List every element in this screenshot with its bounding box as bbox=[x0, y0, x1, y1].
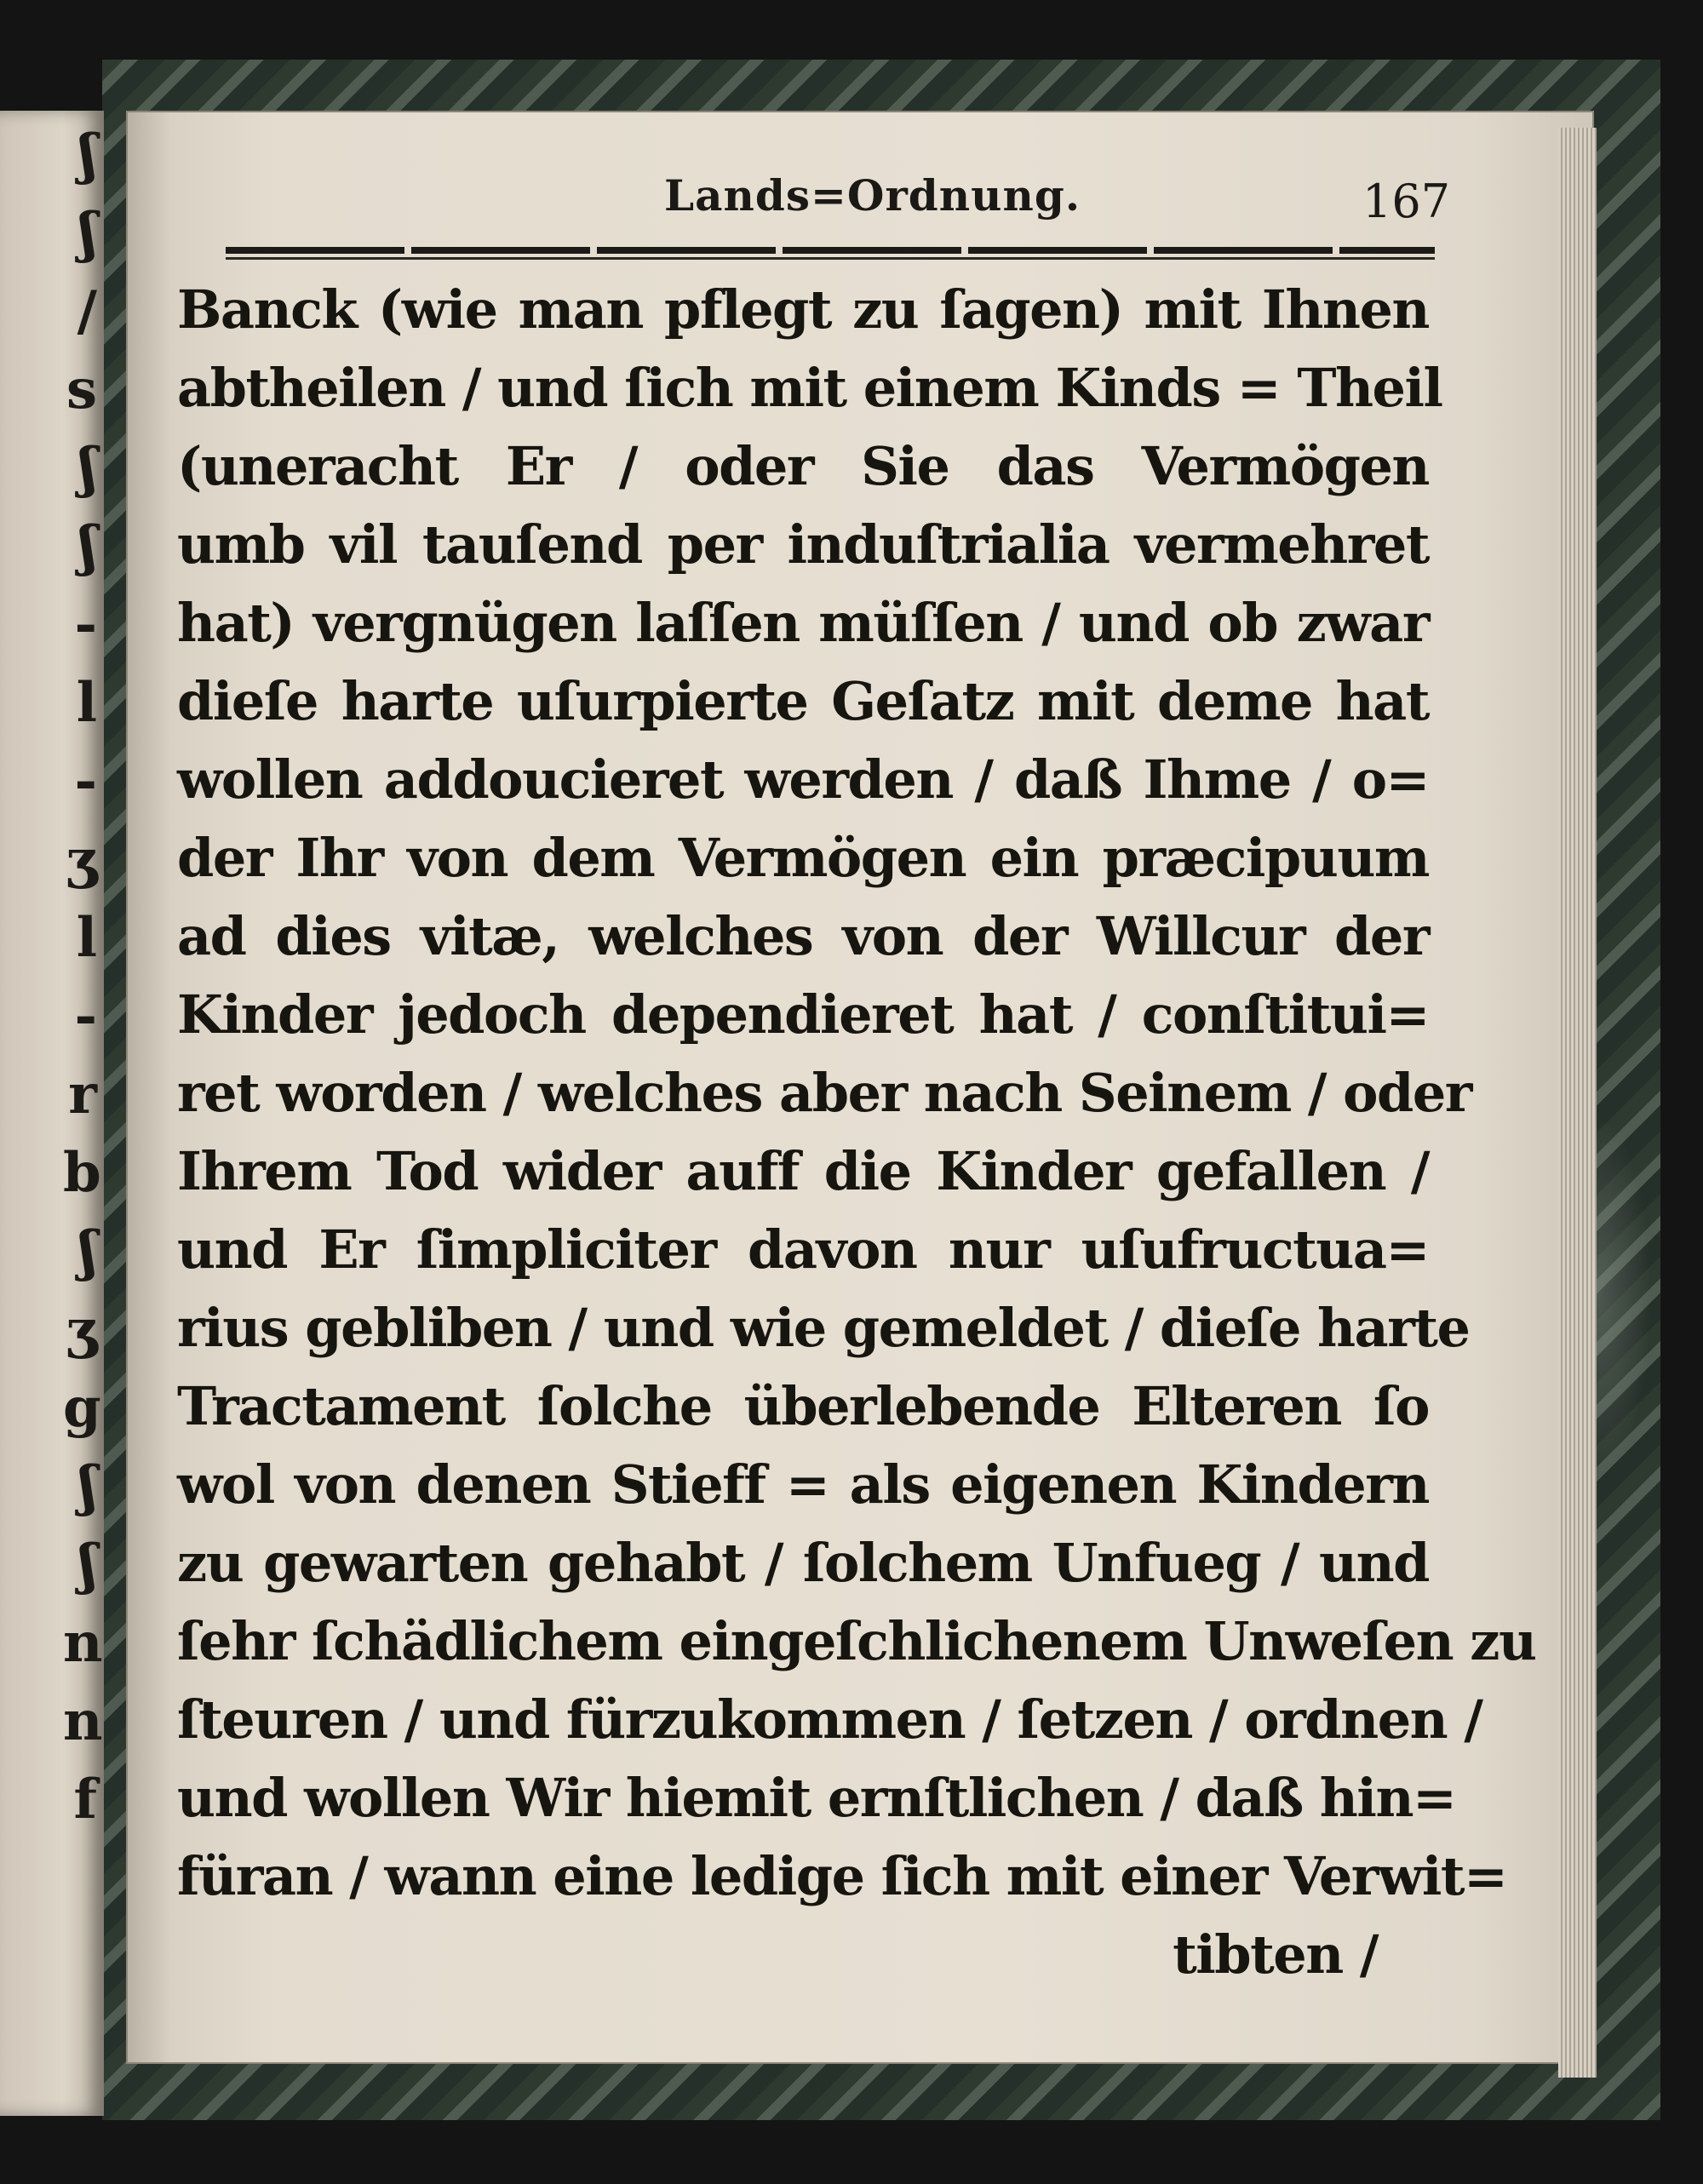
left-page-fragment: n bbox=[63, 1689, 103, 1753]
text-line: Tractament ſolche überlebende Elteren ſo bbox=[177, 1375, 1429, 1437]
body-text bbox=[177, 271, 1536, 1994]
running-head: Lands=Ordnung. bbox=[664, 170, 1081, 221]
text-line: dieſe harte uſurpierte Geſatz mit deme hat bbox=[177, 670, 1429, 732]
text-line: wol von denen Stieff = als eigenen Kindern bbox=[177, 1453, 1429, 1516]
left-page-fragment: ʒ bbox=[66, 828, 97, 891]
text-line: und Er ſimpliciter davon nur uſufructua= bbox=[177, 1218, 1429, 1281]
text-line: füran / wann eine ledige ſich mit einer Verwit= bbox=[177, 1845, 1507, 1907]
text-line: (uneracht Er / oder Sie das Vermögen bbox=[177, 435, 1429, 497]
text-line: Kinder jedoch dependieret hat / conſtitui= bbox=[177, 983, 1429, 1046]
text-line: ſteuren / und fürzukommen / ſetzen / ordnen / bbox=[177, 1688, 1482, 1751]
left-page-fragment: b bbox=[63, 1141, 101, 1205]
left-page-fragment: - bbox=[74, 749, 97, 813]
text-line: Banck (wie man pflegt zu ſagen) mit Ihnen bbox=[177, 278, 1429, 341]
catchword: tibten / bbox=[1173, 1923, 1378, 1986]
left-page-fragment: l bbox=[76, 671, 97, 735]
left-page-fragment: ʃ bbox=[78, 1533, 97, 1596]
left-page-fragment: ʃ bbox=[78, 514, 97, 578]
page-number: 167 bbox=[1362, 175, 1451, 228]
text-line: ret worden / welches aber nach Seinem / oder bbox=[177, 1062, 1471, 1124]
text-line: und wollen Wir hiemit ernſtlichen / daß hin= bbox=[177, 1767, 1456, 1829]
left-page-fragment: ʒ bbox=[66, 1298, 97, 1361]
left-page-fragment: ʃ bbox=[78, 1219, 97, 1283]
text-line: wollen addoucieret werden / daß Ihme / o= bbox=[177, 748, 1429, 811]
left-page-fragment: f bbox=[73, 1768, 97, 1831]
text-line: ad dies vitæ, welches von der Willcur der bbox=[177, 905, 1429, 967]
text-line: ſehr ſchädlichem eingeſchlichenem Unweſen zu bbox=[177, 1610, 1536, 1672]
left-page-fragment: - bbox=[74, 984, 97, 1048]
text-line: zu gewarten gehabt / ſolchem Unfueg / und bbox=[177, 1532, 1429, 1594]
text-line: abtheilen / und ſich mit einem Kinds = Theil bbox=[177, 357, 1442, 419]
left-page-fragment: l bbox=[76, 906, 97, 970]
text-line: umb vil tauſend per induſtrialia vermehret bbox=[177, 513, 1429, 576]
left-page-fragment: ʃ bbox=[78, 436, 97, 500]
text-line: hat) vergnügen laſſen müſſen / und ob zwar bbox=[177, 592, 1429, 654]
left-page-fragment: r bbox=[68, 1063, 97, 1126]
text-line: rius gebliben / und wie gemeldet / dieſe harte bbox=[177, 1297, 1470, 1359]
left-page-fragment: - bbox=[74, 593, 97, 656]
left-page-fragment: / bbox=[77, 279, 97, 343]
header-rule bbox=[226, 247, 1435, 254]
left-page-fragment: ʃ bbox=[78, 1454, 97, 1518]
left-page-fragment: ʃ bbox=[78, 123, 97, 186]
left-facing-page bbox=[0, 111, 104, 2116]
text-line: Ihrem Tod wider auff die Kinder gefallen / bbox=[177, 1140, 1429, 1202]
header-rule-thin bbox=[226, 257, 1435, 260]
left-page-fragment: g bbox=[63, 1376, 101, 1440]
left-page-fragment: ʃ bbox=[78, 201, 97, 265]
left-page-fragment: s bbox=[66, 358, 97, 421]
left-page-fragment: n bbox=[63, 1611, 103, 1675]
text-line: der Ihr von dem Vermögen ein præcipuum bbox=[177, 827, 1429, 889]
page-fore-edge bbox=[1558, 128, 1597, 2078]
